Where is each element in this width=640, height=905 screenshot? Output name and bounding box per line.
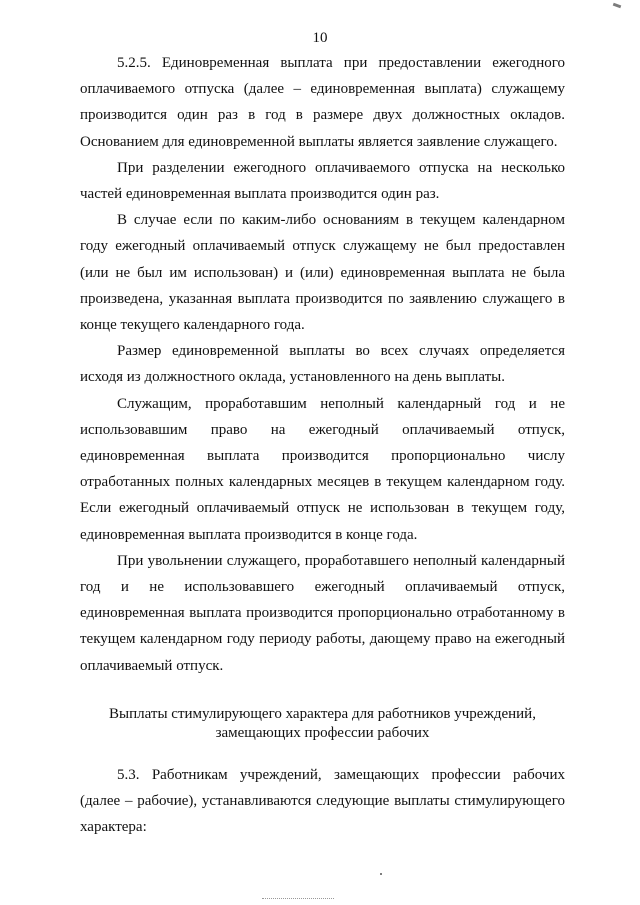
section-heading-line-1: Выплаты стимулирующего характера для работников учреждений, [109,705,536,722]
document-body [80,50,565,840]
scan-speck [380,873,382,875]
paragraph-vacation-split: При разделении ежегодного оплачиваемого отпуска на несколько частей единовременная выплата производится один раз. [80,159,565,203]
paragraph-dismissal: При увольнении служащего, проработавшего неполный календарный год и не использовавшего ежегодный оплачиваемый отпуск, единовременная выплата производится пропорционально отработанному в текущем календарном году периоду работы, дающему право на ежегодный оплачиваемый отпуск. [80,552,565,674]
paragraph-5-3: 5.3. Работникам учреждений, замещающих профессии рабочих (далее – рабочие), устанавливаются следующие выплаты стимулирующего характера: [80,766,565,836]
page-number: 10 [312,30,328,46]
paragraph-payment-size: Размер единовременной выплаты во всех случаях определяется исходя из должностного оклада, установленного на день выплаты. [80,343,565,386]
scan-corner-mark [613,3,622,9]
paragraph-not-provided: В случае если по каким-либо основаниям в текущем календарном году ежегодный оплачиваемый отпуск служащему не был предоставлен (или не был им использован) и (или) единовременная выплата не была произведена, указанная выплата производится по заявлению служащего в конце текущего календарного года. [80,212,565,334]
section-heading-line-2: замещающих профессии рабочих [215,724,430,741]
section-heading [80,705,565,743]
scan-edge-artifact [262,898,334,902]
paragraph-5-2-5: 5.2.5. Единовременная выплата при предоставлении ежегодного оплачиваемого отпуска (далее – единовременная выплата) служащему производится один раз в год в размере двух должностных окладов. Основанием для единовременной выплаты является заявление служащего. [80,55,565,150]
paragraph-incomplete-year: Служащим, проработавшим неполный календарный год и не использовавшим право на ежегодный оплачиваемый отпуск, единовременная выплата производится пропорционально числу отработанных полных календарных месяцев в текущем календарном году. Если ежегодный оплачиваемый отпуск не использован в текущем году, единовременная выплата производится в конце года. [80,395,565,543]
